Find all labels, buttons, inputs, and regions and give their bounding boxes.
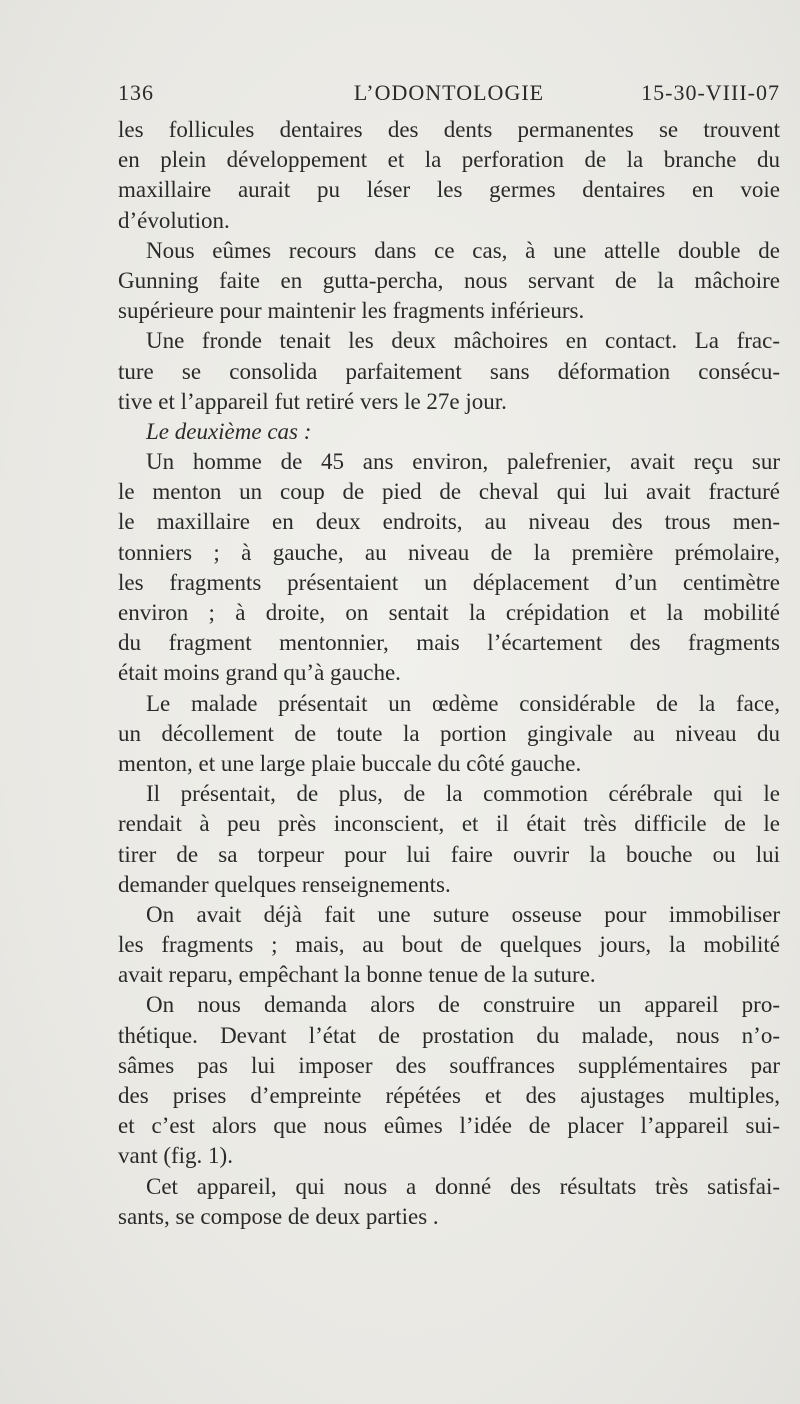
text-line: thétique. Devant l’état de prostation du malade, nous n’o-	[118, 1022, 780, 1048]
text-line: Un homme de 45 ans environ, palefrenier, avait reçu sur	[146, 449, 780, 475]
text-line: les follicules dentaires des dents permanentes se trouvent	[118, 117, 780, 142]
text-line: On avait déjà fait une suture osseuse pour immobiliser	[146, 901, 780, 927]
journal-title: L’ODONTOLOGIE	[353, 80, 545, 105]
text-line: Une fronde tenait les deux mâchoires en contact. La frac-	[146, 328, 780, 354]
text-line: les fragments ; mais, au bout de quelques jours, la mobilité	[118, 932, 780, 958]
text-line: vant (fig. 1).	[118, 1143, 233, 1169]
text-line: des prises d’empreinte répétées et des ajustages multiples,	[118, 1083, 780, 1108]
text-line: maxillaire aurait pu léser les germes dentaires en voie	[118, 177, 780, 203]
text-line: tive et l’appareil fut retiré vers le 27e jour.	[118, 388, 507, 414]
text-line: avait reparu, empêchant la bonne tenue de la suture.	[118, 962, 596, 988]
text-line: sants, se compose de deux parties .	[118, 1203, 439, 1229]
text-line: était moins grand qu’à gauche.	[118, 660, 401, 686]
paragraph	[118, 326, 780, 417]
text-line: menton, et une large plaie buccale du côté gauche.	[118, 750, 582, 776]
text-line: sâmes pas lui imposer des souffrances supplémentaires par	[118, 1052, 780, 1078]
paragraph	[118, 115, 780, 236]
issue-date: 15-30-VIII-07	[641, 80, 780, 105]
text-line: les fragments présentaient un déplacement d’un centimètre	[118, 569, 780, 595]
text-line: Nous eûmes recours dans ce cas, à une attelle double de	[146, 237, 780, 263]
running-header	[118, 80, 780, 112]
text-line: du fragment mentonnier, mais l’écartement des fragments	[118, 630, 780, 656]
text-line: et c’est alors que nous eûmes l’idée de placer l’appareil sui-	[118, 1113, 780, 1139]
paragraph	[118, 1172, 780, 1232]
paragraph	[118, 447, 780, 689]
text-line: tirer de sa torpeur pour lui faire ouvrir la bouche ou lui	[118, 841, 780, 867]
paragraph	[118, 417, 780, 447]
text-line: rendait à peu près inconscient, et il était très difficile de le	[118, 811, 780, 837]
page-number: 136	[118, 80, 154, 105]
text-line: supérieure pour maintenir les fragments inférieurs.	[118, 298, 585, 324]
text-line: ture se consolida parfaitement sans déformation consécu-	[118, 358, 780, 384]
paragraph	[118, 779, 780, 900]
text-line: On nous demanda alors de construire un appareil pro-	[146, 992, 780, 1018]
text-line: d’évolution.	[118, 207, 230, 233]
text-line: Gunning faite en gutta-percha, nous servant de la mâchoire	[118, 267, 780, 293]
text-line: Le malade présentait un œdème considérable de la face,	[146, 690, 780, 716]
text-line: un décollement de toute la portion gingivale au niveau du	[118, 720, 780, 746]
text-line: tonniers ; à gauche, au niveau de la première prémolaire,	[118, 539, 780, 565]
text-line: Cet appareil, qui nous a donné des résultats très satisfai-	[146, 1173, 780, 1199]
body-text	[118, 115, 780, 1232]
text-line: en plein développement et la perforation de la branche du	[118, 147, 780, 173]
paragraph	[118, 900, 780, 991]
text-line: le maxillaire en deux endroits, au niveau des trous men-	[118, 509, 780, 535]
paragraph	[118, 236, 780, 327]
paragraph	[118, 990, 780, 1171]
text-line: Le deuxième cas :	[146, 418, 312, 444]
paragraph	[118, 689, 780, 780]
text-line: demander quelques renseignements.	[118, 871, 451, 897]
text-line: Il présentait, de plus, de la commotion cérébrale qui le	[146, 781, 780, 807]
text-line: le menton un coup de pied de cheval qui lui avait fracturé	[118, 479, 780, 505]
text-line: environ ; à droite, on sentait la crépidation et la mobilité	[118, 600, 780, 625]
